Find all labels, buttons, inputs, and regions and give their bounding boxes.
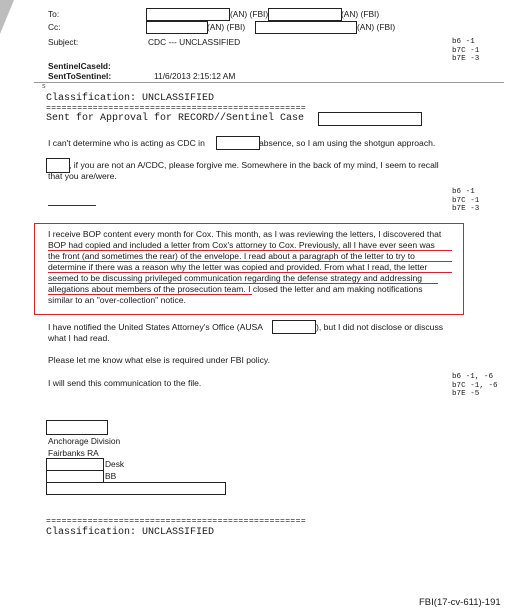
sent-to-sentinel-label: SentToSentinel:	[48, 71, 112, 81]
redaction-box	[272, 320, 316, 334]
signature-desk: Desk	[105, 459, 125, 469]
body-paragraph-3-line-1: I receive BOP content every month for Cox. This month, as I was reviewing the letters, I discovered that	[48, 229, 442, 239]
sentinel-case-id-label: SentinelCaseId:	[48, 61, 111, 71]
body-paragraph-3-line-3: the front (and sometimes the rear) of the envelope. I read about a paragraph of the letter to try to	[48, 251, 415, 261]
exemption-codes-2	[452, 188, 479, 214]
banner-divider: ==================================================	[46, 104, 307, 113]
footer-divider: ==================================================	[46, 517, 307, 526]
signature-ra: Fairbanks RA	[48, 448, 99, 458]
body-paragraph-5: Please let me know what else is required under FBI policy.	[48, 355, 270, 365]
signature-bb: BB	[105, 471, 117, 481]
header-divider	[34, 82, 504, 83]
subject-value: CDC --- UNCLASSIFIED	[148, 37, 241, 47]
short-rule	[48, 205, 96, 206]
exemption-code: b7C -1, -6	[452, 381, 498, 390]
body-paragraph-2b: that you are/were.	[48, 171, 117, 181]
redaction-box	[255, 21, 357, 34]
bates-number: FBI(17-cv-611)-191	[419, 597, 501, 608]
exemption-code: b7E -5	[452, 390, 480, 399]
redaction-box	[216, 136, 260, 150]
redaction-box	[146, 21, 208, 34]
scan-corner-shadow	[0, 0, 14, 34]
exemption-code: b6 -1	[452, 38, 475, 46]
body-paragraph-3-line-7: similar to an "over-collection" notice.	[48, 295, 186, 305]
annotation-underline	[48, 261, 452, 262]
to-tag-2: (AN) (FBI)	[341, 9, 380, 19]
body-paragraph-1a: I can't determine who is acting as CDC in	[48, 138, 205, 148]
redaction-box	[146, 8, 230, 21]
exemption-code: b7E -3	[452, 205, 480, 214]
cc-label: Cc:	[48, 22, 61, 32]
exemption-codes-1	[452, 38, 479, 64]
redaction-box	[268, 8, 342, 21]
exemption-code: b6 -1, -6	[452, 373, 494, 381]
footer-classification: Classification: UNCLASSIFIED	[46, 527, 215, 538]
annotation-underline	[48, 250, 452, 251]
body-paragraph-2a: , if you are not an A/CDC, please forgive me. Somewhere in the back of my mind, I seem to recall	[69, 160, 439, 170]
redaction-box	[318, 112, 422, 126]
exemption-code: b7E -3	[452, 55, 480, 64]
annotation-underline	[48, 283, 438, 284]
signature-division: Anchorage Division	[48, 436, 121, 446]
body-paragraph-3-line-2: BOP had copied and included a letter from Cox's attorney to Cox. Previously, all I have ever seen was	[48, 240, 435, 250]
classification-banner: Classification: UNCLASSIFIED	[46, 93, 215, 104]
annotation-underline	[48, 272, 452, 273]
to-label: To:	[48, 9, 60, 19]
exemption-code: b7C -1	[452, 46, 480, 55]
exemption-code: b6 -1	[452, 188, 475, 196]
cc-tag-1: (AN) (FBI)	[207, 22, 246, 32]
exemption-code: b7C -1	[452, 196, 480, 205]
body-paragraph-3-line-6: allegations about members of the prosecution team. I closed the letter and am making notifications	[48, 284, 423, 294]
to-tag-1: (AN) (FBI)	[230, 9, 269, 19]
body-paragraph-4a: I have notified the United States Attorney's Office (AUSA	[48, 322, 264, 332]
body-paragraph-3-line-5: seemed to be discussing privileged communication regarding the defense strategy and addressing	[48, 273, 423, 283]
body-paragraph-6: I will send this communication to the file.	[48, 378, 202, 388]
sent-for-approval-line: Sent for Approval for RECORD//Sentinel Case	[46, 113, 305, 124]
redaction-box	[46, 482, 226, 495]
stray-mark: s	[42, 83, 46, 90]
body-paragraph-3-line-4: determine if there was a reason why the letter was copied and provided. From what I read, the letter	[48, 262, 428, 272]
redaction-box	[46, 420, 108, 435]
body-paragraph-1b: absence, so I am using the shotgun approach.	[259, 138, 436, 148]
body-paragraph-4b: ), but I did not disclose or discuss	[316, 322, 444, 332]
subject-label: Subject:	[48, 37, 79, 47]
body-paragraph-4c: what I had read.	[48, 333, 110, 343]
cc-tag-2: (AN) (FBI)	[357, 22, 396, 32]
sent-to-sentinel-value: 11/6/2013 2:15:12 AM	[154, 71, 236, 81]
annotation-underline	[48, 294, 252, 295]
exemption-codes-3	[452, 373, 498, 399]
